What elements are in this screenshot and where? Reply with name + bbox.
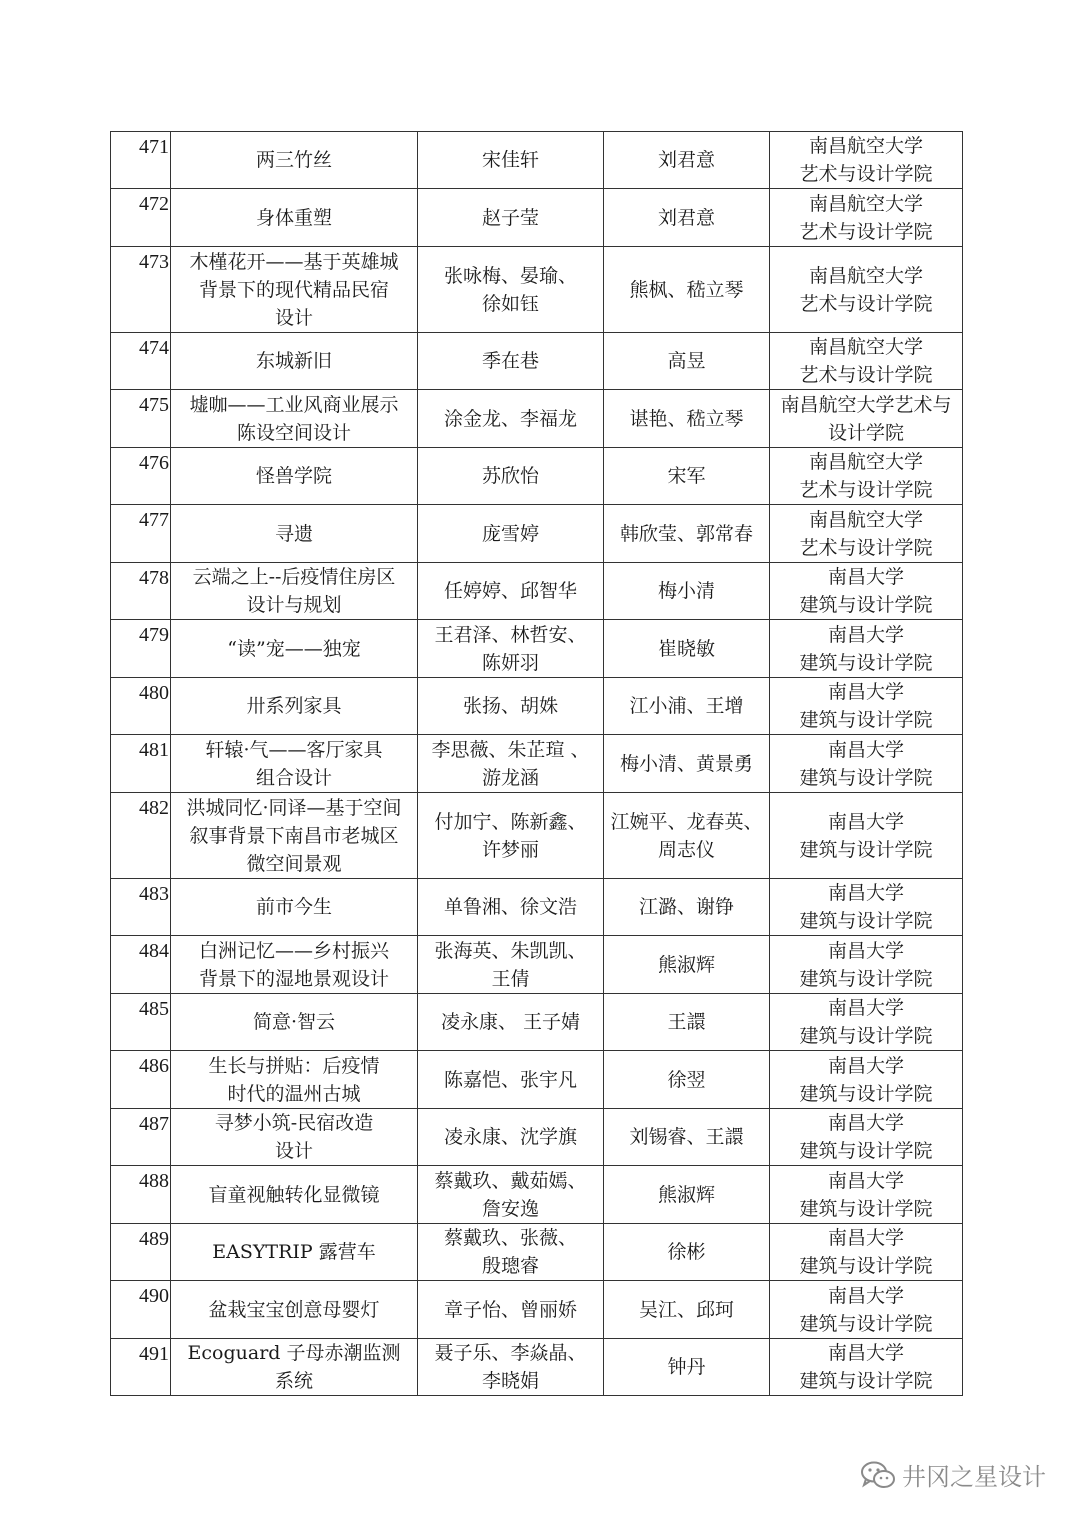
school-cell: 南昌大学 建筑与设计学院 (770, 1224, 963, 1281)
project-title-cell: Ecoguard 子母赤潮监测 系统 (171, 1339, 418, 1396)
project-title-cell: 洪城同忆·同译—基于空间 叙事背景下南昌市老城区 微空间景观 (171, 793, 418, 879)
row-number: 475 (111, 390, 171, 448)
school-cell: 南昌航空大学 艺术与设计学院 (770, 505, 963, 563)
authors-cell: 张扬、胡姝 (418, 678, 604, 735)
table-row (111, 1166, 963, 1224)
row-number: 473 (111, 247, 171, 333)
row-number: 474 (111, 333, 171, 390)
row-number: 479 (111, 620, 171, 678)
row-number: 484 (111, 936, 171, 994)
row-number: 483 (111, 879, 171, 936)
row-number: 490 (111, 1281, 171, 1339)
advisors-cell: 王譞 (604, 994, 770, 1051)
advisors-cell: 谌艳、嵇立琴 (604, 390, 770, 448)
table-row (111, 1109, 963, 1166)
advisors-cell: 熊淑辉 (604, 1166, 770, 1224)
authors-cell: 付加宁、陈新鑫、 许梦丽 (418, 793, 604, 879)
row-number: 471 (111, 132, 171, 189)
watermark (860, 1457, 1046, 1492)
table-row (111, 448, 963, 505)
table-row (111, 1051, 963, 1109)
advisors-cell: 刘锡睿、王譞 (604, 1109, 770, 1166)
authors-cell: 任婷婷、邱智华 (418, 563, 604, 620)
authors-cell: 苏欣怡 (418, 448, 604, 505)
project-title-cell: 轩辕·气——客厅家具 组合设计 (171, 735, 418, 793)
table-row (111, 1281, 963, 1339)
school-cell: 南昌大学 建筑与设计学院 (770, 678, 963, 735)
school-cell: 南昌大学 建筑与设计学院 (770, 936, 963, 994)
table-row (111, 132, 963, 189)
advisors-cell: 江潞、谢铮 (604, 879, 770, 936)
authors-cell: 涂金龙、李福龙 (418, 390, 604, 448)
authors-cell: 凌永康、 王子婧 (418, 994, 604, 1051)
project-title-cell: 生长与拼贴：后疫情 时代的温州古城 (171, 1051, 418, 1109)
advisors-cell: 刘君意 (604, 132, 770, 189)
authors-cell: 赵子莹 (418, 189, 604, 247)
school-cell: 南昌大学 建筑与设计学院 (770, 1051, 963, 1109)
table-row (111, 1224, 963, 1281)
advisors-cell: 徐彬 (604, 1224, 770, 1281)
row-number: 491 (111, 1339, 171, 1396)
project-title-cell: EASYTRIP 露营车 (171, 1224, 418, 1281)
advisors-cell: 钟丹 (604, 1339, 770, 1396)
project-title-cell: 白洲记忆——乡村振兴 背景下的湿地景观设计 (171, 936, 418, 994)
table-row (111, 333, 963, 390)
row-number: 478 (111, 563, 171, 620)
row-number: 482 (111, 793, 171, 879)
advisors-cell: 崔晓敏 (604, 620, 770, 678)
advisors-cell: 高昱 (604, 333, 770, 390)
advisors-cell: 吴江、邱珂 (604, 1281, 770, 1339)
school-cell: 南昌航空大学 艺术与设计学院 (770, 247, 963, 333)
project-title-cell: 简意·智云 (171, 994, 418, 1051)
authors-cell: 张海英、朱凯凯、 王倩 (418, 936, 604, 994)
advisors-cell: 宋军 (604, 448, 770, 505)
authors-cell: 单鲁湘、徐文浩 (418, 879, 604, 936)
table-row (111, 1339, 963, 1396)
advisors-cell: 刘君意 (604, 189, 770, 247)
project-title-cell: 怪兽学院 (171, 448, 418, 505)
school-cell: 南昌航空大学艺术与 设计学院 (770, 390, 963, 448)
table-row (111, 994, 963, 1051)
project-title-cell: 木槿花开——基于英雄城 背景下的现代精品民宿 设计 (171, 247, 418, 333)
project-title-cell: 墟咖——工业风商业展示 陈设空间设计 (171, 390, 418, 448)
row-number: 472 (111, 189, 171, 247)
advisors-cell: 徐翌 (604, 1051, 770, 1109)
table-body (111, 132, 963, 1396)
table-row (111, 505, 963, 563)
wechat-icon (860, 1460, 896, 1490)
watermark-text: 井冈之星设计 (902, 1463, 1046, 1491)
table-row (111, 735, 963, 793)
school-cell: 南昌大学 建筑与设计学院 (770, 1281, 963, 1339)
advisors-cell: 梅小清、黄景勇 (604, 735, 770, 793)
project-title-cell: 盆栽宝宝创意母婴灯 (171, 1281, 418, 1339)
project-title-cell: 东城新旧 (171, 333, 418, 390)
row-number: 487 (111, 1109, 171, 1166)
authors-cell: 陈嘉恺、张宇凡 (418, 1051, 604, 1109)
row-number: 488 (111, 1166, 171, 1224)
school-cell: 南昌航空大学 艺术与设计学院 (770, 189, 963, 247)
row-number: 485 (111, 994, 171, 1051)
project-title-cell: 寻梦小筑-民宿改造 设计 (171, 1109, 418, 1166)
advisors-cell: 江婉平、龙春英、 周志仪 (604, 793, 770, 879)
school-cell: 南昌大学 建筑与设计学院 (770, 1339, 963, 1396)
school-cell: 南昌大学 建筑与设计学院 (770, 1166, 963, 1224)
school-cell: 南昌航空大学 艺术与设计学院 (770, 448, 963, 505)
school-cell: 南昌大学 建筑与设计学院 (770, 735, 963, 793)
school-cell: 南昌大学 建筑与设计学院 (770, 620, 963, 678)
authors-cell: 宋佳轩 (418, 132, 604, 189)
table-row (111, 793, 963, 879)
school-cell: 南昌大学 建筑与设计学院 (770, 1109, 963, 1166)
authors-cell: 凌永康、沈学旗 (418, 1109, 604, 1166)
table-row (111, 879, 963, 936)
row-number: 481 (111, 735, 171, 793)
project-title-cell: 云端之上--后疫情住房区 设计与规划 (171, 563, 418, 620)
school-cell: 南昌大学 建筑与设计学院 (770, 994, 963, 1051)
project-title-cell: 寻遗 (171, 505, 418, 563)
authors-cell: 李思薇、朱芷瑄 、 游龙涵 (418, 735, 604, 793)
school-cell: 南昌大学 建筑与设计学院 (770, 563, 963, 620)
school-cell: 南昌大学 建筑与设计学院 (770, 793, 963, 879)
authors-cell: 张咏梅、晏瑜、 徐如钰 (418, 247, 604, 333)
authors-cell: 聂子乐、李焱晶、 李晓娟 (418, 1339, 604, 1396)
advisors-cell: 江小浦、王增 (604, 678, 770, 735)
table-row (111, 247, 963, 333)
table-row (111, 936, 963, 994)
project-title-cell: 前市今生 (171, 879, 418, 936)
authors-cell: 王君泽、林哲安、 陈妍羽 (418, 620, 604, 678)
row-number: 480 (111, 678, 171, 735)
project-title-cell: 卅系列家具 (171, 678, 418, 735)
table-row (111, 189, 963, 247)
project-title-cell: 两三竹丝 (171, 132, 418, 189)
school-cell: 南昌大学 建筑与设计学院 (770, 879, 963, 936)
advisors-cell: 韩欣莹、郭常春 (604, 505, 770, 563)
award-list-table (110, 131, 963, 1396)
authors-cell: 庞雪婷 (418, 505, 604, 563)
advisors-cell: 梅小清 (604, 563, 770, 620)
row-number: 476 (111, 448, 171, 505)
advisors-cell: 熊淑辉 (604, 936, 770, 994)
advisors-cell: 熊枫、嵇立琴 (604, 247, 770, 333)
row-number: 489 (111, 1224, 171, 1281)
project-title-cell: 盲童视触转化显微镜 (171, 1166, 418, 1224)
row-number: 486 (111, 1051, 171, 1109)
table-row (111, 620, 963, 678)
school-cell: 南昌航空大学 艺术与设计学院 (770, 333, 963, 390)
authors-cell: 蔡戴玖、张薇、 殷璁睿 (418, 1224, 604, 1281)
table-row (111, 678, 963, 735)
row-number: 477 (111, 505, 171, 563)
school-cell: 南昌航空大学 艺术与设计学院 (770, 132, 963, 189)
project-title-cell: “读”宠——独宠 (171, 620, 418, 678)
authors-cell: 蔡戴玖、戴茹嫣、 詹安逸 (418, 1166, 604, 1224)
table-row (111, 390, 963, 448)
authors-cell: 季在巷 (418, 333, 604, 390)
table-row (111, 563, 963, 620)
project-title-cell: 身体重塑 (171, 189, 418, 247)
authors-cell: 章子怡、曾丽娇 (418, 1281, 604, 1339)
